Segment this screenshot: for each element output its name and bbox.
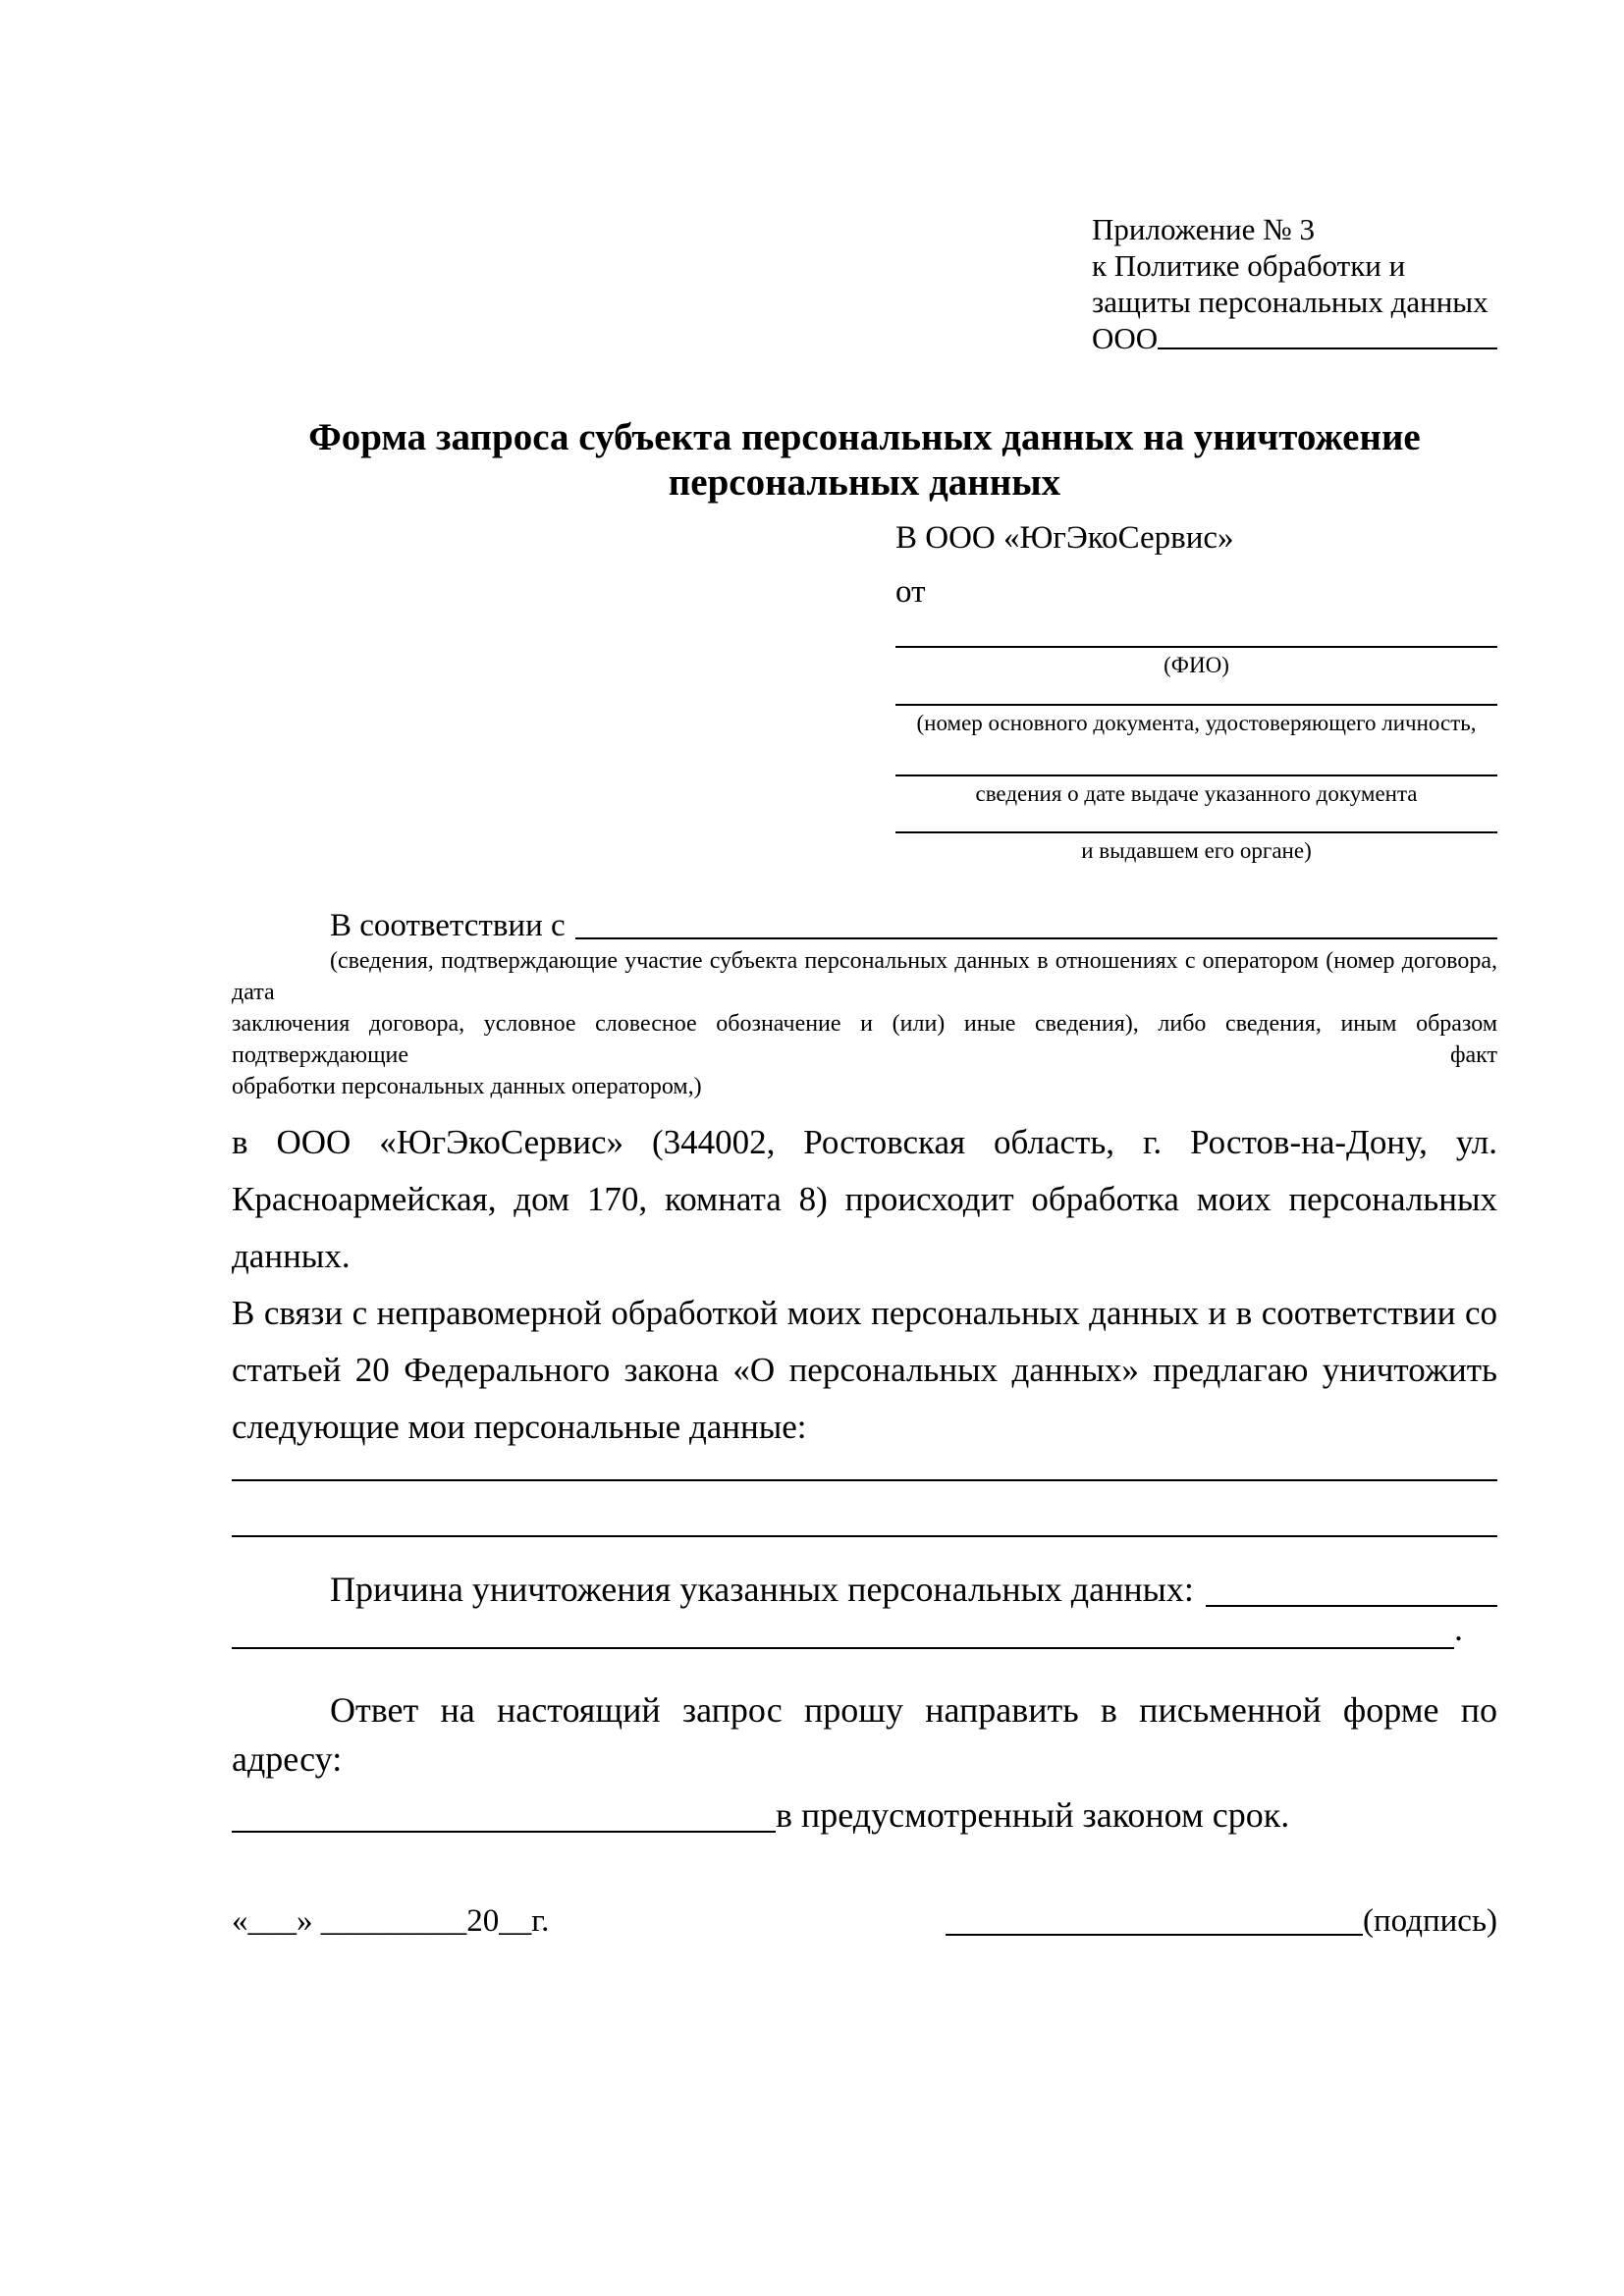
body-line-4: статьей 20 Федерального закона «О персональных данных» предлагаю уничтожить (232, 1351, 1497, 1389)
body-line-2: Красноармейская, дом 170, комната 8) происходит обработка моих персональных данных. (232, 1180, 1497, 1275)
fine-print-line-1: (сведения, подтверждающие участие субъекта персональных данных в отношениях с оператором (номер договора, дата (232, 948, 1497, 1005)
recipient-block (895, 520, 1497, 864)
recipient-from-label: от (895, 574, 926, 610)
recipient-organization: В ООО «ЮгЭкоСервис» (895, 520, 1234, 556)
body-line-5: следующие мои персональные данные: (232, 1408, 807, 1446)
reason-line-period: . (1454, 1609, 1463, 1648)
issuing-authority-caption: и выдавшем его органе) (1081, 838, 1312, 863)
reason-blank-field (1206, 1565, 1497, 1607)
reason-row (232, 1565, 1497, 1614)
footer-row (232, 1899, 1497, 1943)
issue-date-caption: сведения о дате выдаче указанного документа (975, 781, 1418, 806)
issue-date-blank-field (895, 736, 1497, 776)
reply-deadline-text: в предусмотренный законом срок. (776, 1795, 1290, 1835)
annex-org-row (1092, 320, 1497, 356)
document-number-blank-field (895, 678, 1497, 706)
reply-address-row (232, 1791, 1497, 1839)
accordance-label: В соответствии с (330, 908, 566, 943)
annex-line-3: защиты персональных данных (1092, 285, 1489, 319)
reply-request-line: Ответ на настоящий запрос прошу направить в письменной форме по адресу: (232, 1690, 1497, 1779)
fine-print-line-2: заключения договора, условное словесное обозначение и (или) иные сведения), либо сведения, иным образом подтверждающие факт (232, 1011, 1497, 1068)
annex-line-2: к Политике обработки и (1092, 248, 1406, 283)
document-title-line-2: персональных данных (668, 461, 1061, 504)
document-title-line-1: Форма запроса субъекта персональных данных на уничтожение (308, 416, 1421, 458)
reason-label: Причина уничтожения указанных персональных данных: (330, 1570, 1194, 1609)
signature-blank-field (946, 1928, 1363, 1936)
org-name-blank-field (1158, 320, 1497, 349)
issuing-authority-blank-field (895, 807, 1497, 833)
annex-block (1092, 211, 1497, 356)
accordance-blank-field (575, 906, 1497, 939)
org-label: ООО (1092, 321, 1159, 355)
document-number-caption: (номер основного документа, удостоверяющего личность, (916, 711, 1477, 735)
body-line-3: В связи с неправомерной обработкой моих персональных данных и в соответствии со (232, 1294, 1497, 1332)
reason-blank-field-2 (232, 1616, 1454, 1649)
personal-data-blank-line-1 (232, 1456, 1497, 1481)
fio-blank-field (895, 618, 1497, 648)
personal-data-blank-line-2 (232, 1481, 1497, 1537)
date-blank-text: «___» _________20__г. (232, 1903, 550, 1939)
document-title (232, 415, 1497, 506)
address-blank-field (232, 1825, 776, 1833)
fine-print-caption (232, 945, 1497, 1102)
signature-caption: (подпись) (1363, 1903, 1497, 1939)
fine-print-line-3: обработки персональных данных оператором,) (232, 1074, 702, 1099)
accordance-row (232, 906, 1497, 945)
reason-continuation-row (232, 1609, 1497, 1649)
fio-caption: (ФИО) (1164, 653, 1229, 677)
annex-line-1: Приложение № 3 (1092, 212, 1315, 246)
body-line-1: в ООО «ЮгЭкоСервис» (344002, Ростовская область, г. Ростов-на-Дону, ул. (232, 1123, 1497, 1161)
signature-group (946, 1899, 1497, 1943)
body-paragraph (232, 1114, 1497, 1456)
